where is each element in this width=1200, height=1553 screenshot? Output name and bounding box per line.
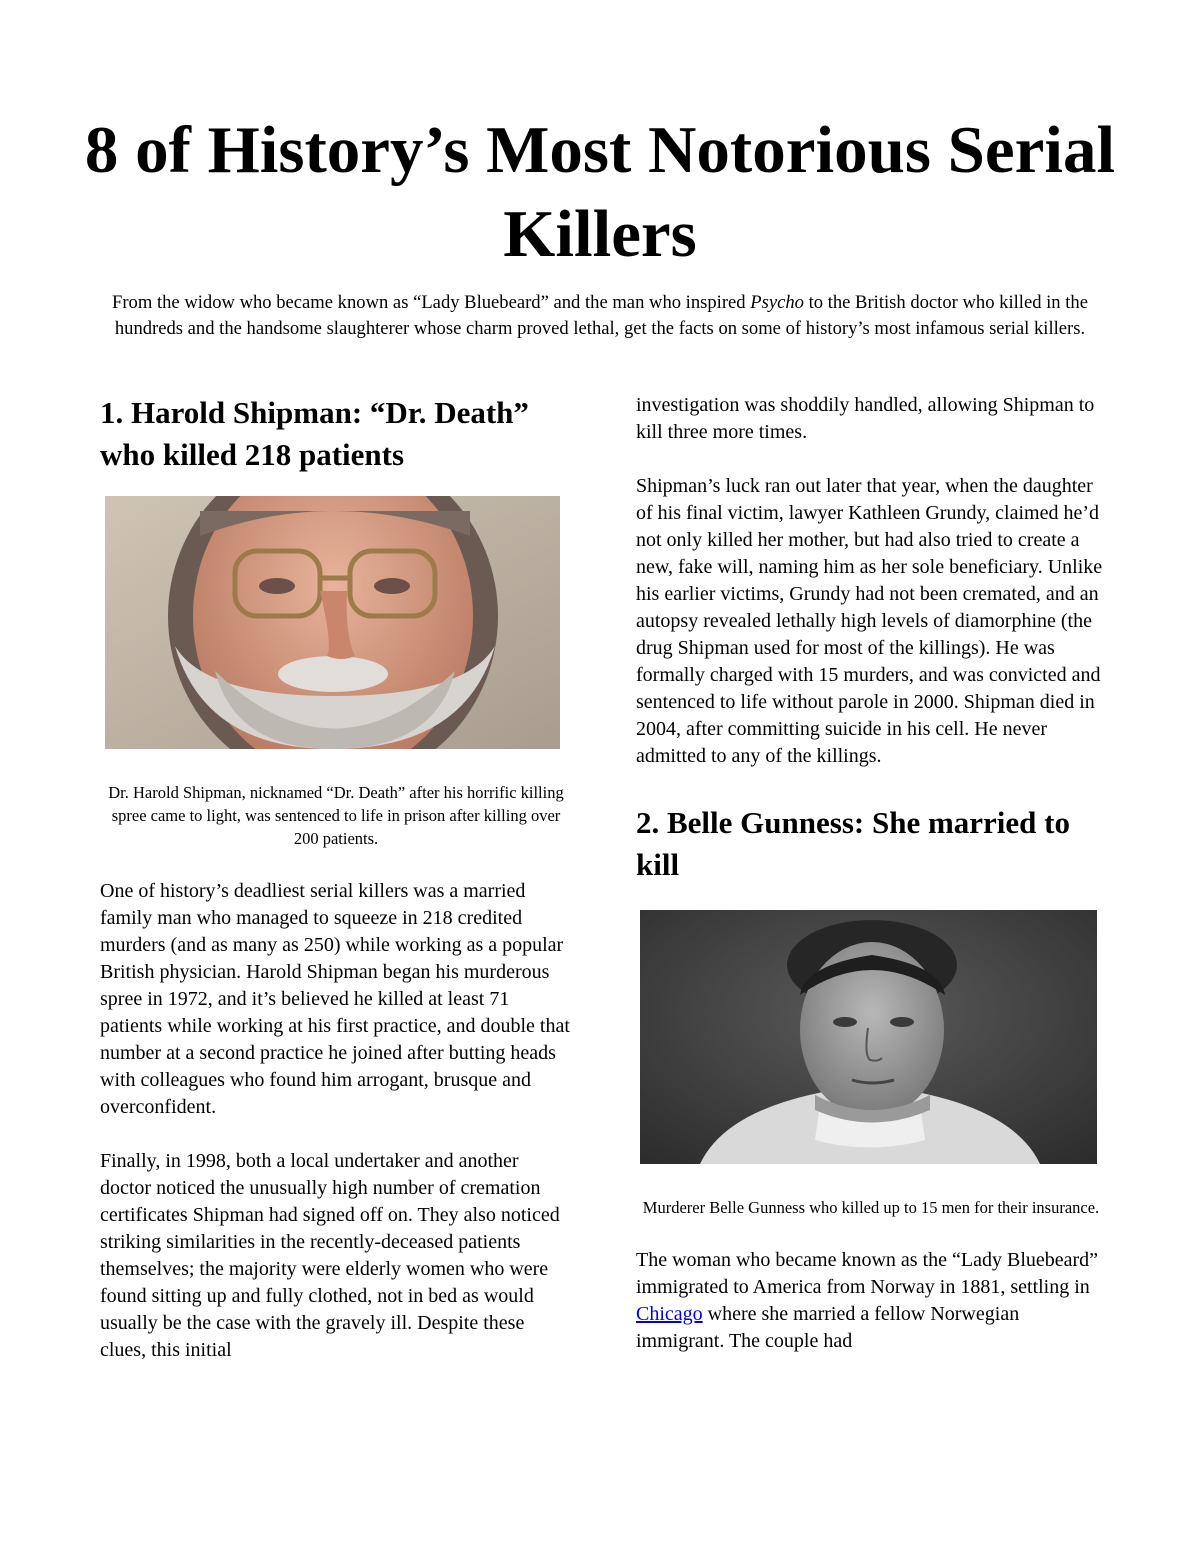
intro-italic-title: Psycho	[750, 292, 804, 313]
intro-text-start: From the widow who became known as “Lady Bluebeard” and the man who inspired	[112, 292, 751, 313]
belle-gunness-photo	[640, 910, 1097, 1164]
section-1-paragraph-1: One of history’s deadliest serial killers was a married family man who managed to squeeze in 218 credited murders (and as many as 250) while working as a popular British physician. Harold Shipman began his murderous spree in 1972, and it’s believed he killed at least 71 patients while working at his first practice, and double that number at a second practice he joined after butting heads with colleagues who found him arrogant, brusque and overconfident.	[100, 880, 570, 1118]
section-2-paragraph-1-start: The woman who became known as the “Lady Bluebeard” immigrated to America from Norway in 1881, settling in	[636, 1249, 1099, 1298]
section-1-paragraph-4: Shipman’s luck ran out later that year, when the daughter of his final victim, lawyer Kathleen Grundy, claimed he’d not only killed her mother, but had also tried to create a new, fake will, naming him as her sole beneficiary. Unlike his earlier victims, Grundy had not been cremated, and an autopsy revealed lethally high levels of diamorphine (the drug Shipman used for most of the killings). He was formally charged with 15 murders, and was convicted and sentenced to life without parole in 2000. Shipman died in 2004, after committing suicide in his cell. He never admitted to any of the killings.	[636, 475, 1103, 767]
section-2-heading: 2. Belle Gunness: She married to kill	[636, 805, 1070, 882]
section-1-paragraph-2: Finally, in 1998, both a local undertaker and another doctor noticed the unusually high number of cremation certificates Shipman had signed off on. They also noticed striking similarities in the recently-deceased patients themselves; the majority were elderly women who were found sitting up and fully clothed, not in bed as would usually be the case with the gravely ill. Despite these clues, this initial	[100, 1150, 560, 1361]
gunness-portrait-illustration	[640, 910, 1097, 1164]
page-title: 8 of History’s Most Notorious Serial Killers	[84, 113, 1116, 271]
section-2-paragraph-1	[636, 1247, 1106, 1355]
gunness-photo-caption: Murderer Belle Gunness who killed up to 15 men for their insurance.	[642, 1198, 1100, 1217]
right-column	[636, 392, 1106, 1355]
section-1-heading: 1. Harold Shipman: “Dr. Death” who killed 218 patients	[100, 395, 529, 472]
shipman-photo-caption: Dr. Harold Shipman, nicknamed “Dr. Death” after his horrific killing spree came to light, was sentenced to life in prison after killing over 200 patients.	[108, 783, 564, 848]
left-column	[100, 392, 572, 1364]
intro-text-end: to the British doctor who killed in the hundreds and the handsome slaughterer whose charm proved lethal, get the facts on some of history’s most infamous serial killers.	[114, 292, 1088, 339]
intro-paragraph	[95, 290, 1105, 342]
section-2-paragraph-1-end: where she married a fellow Norwegian immigrant. The couple had	[636, 1303, 1020, 1352]
shipman-portrait-illustration	[105, 496, 560, 749]
section-1-paragraph-3: investigation was shoddily handled, allowing Shipman to kill three more times.	[636, 394, 1095, 443]
chicago-link[interactable]: Chicago	[636, 1303, 703, 1325]
harold-shipman-photo	[105, 496, 560, 749]
